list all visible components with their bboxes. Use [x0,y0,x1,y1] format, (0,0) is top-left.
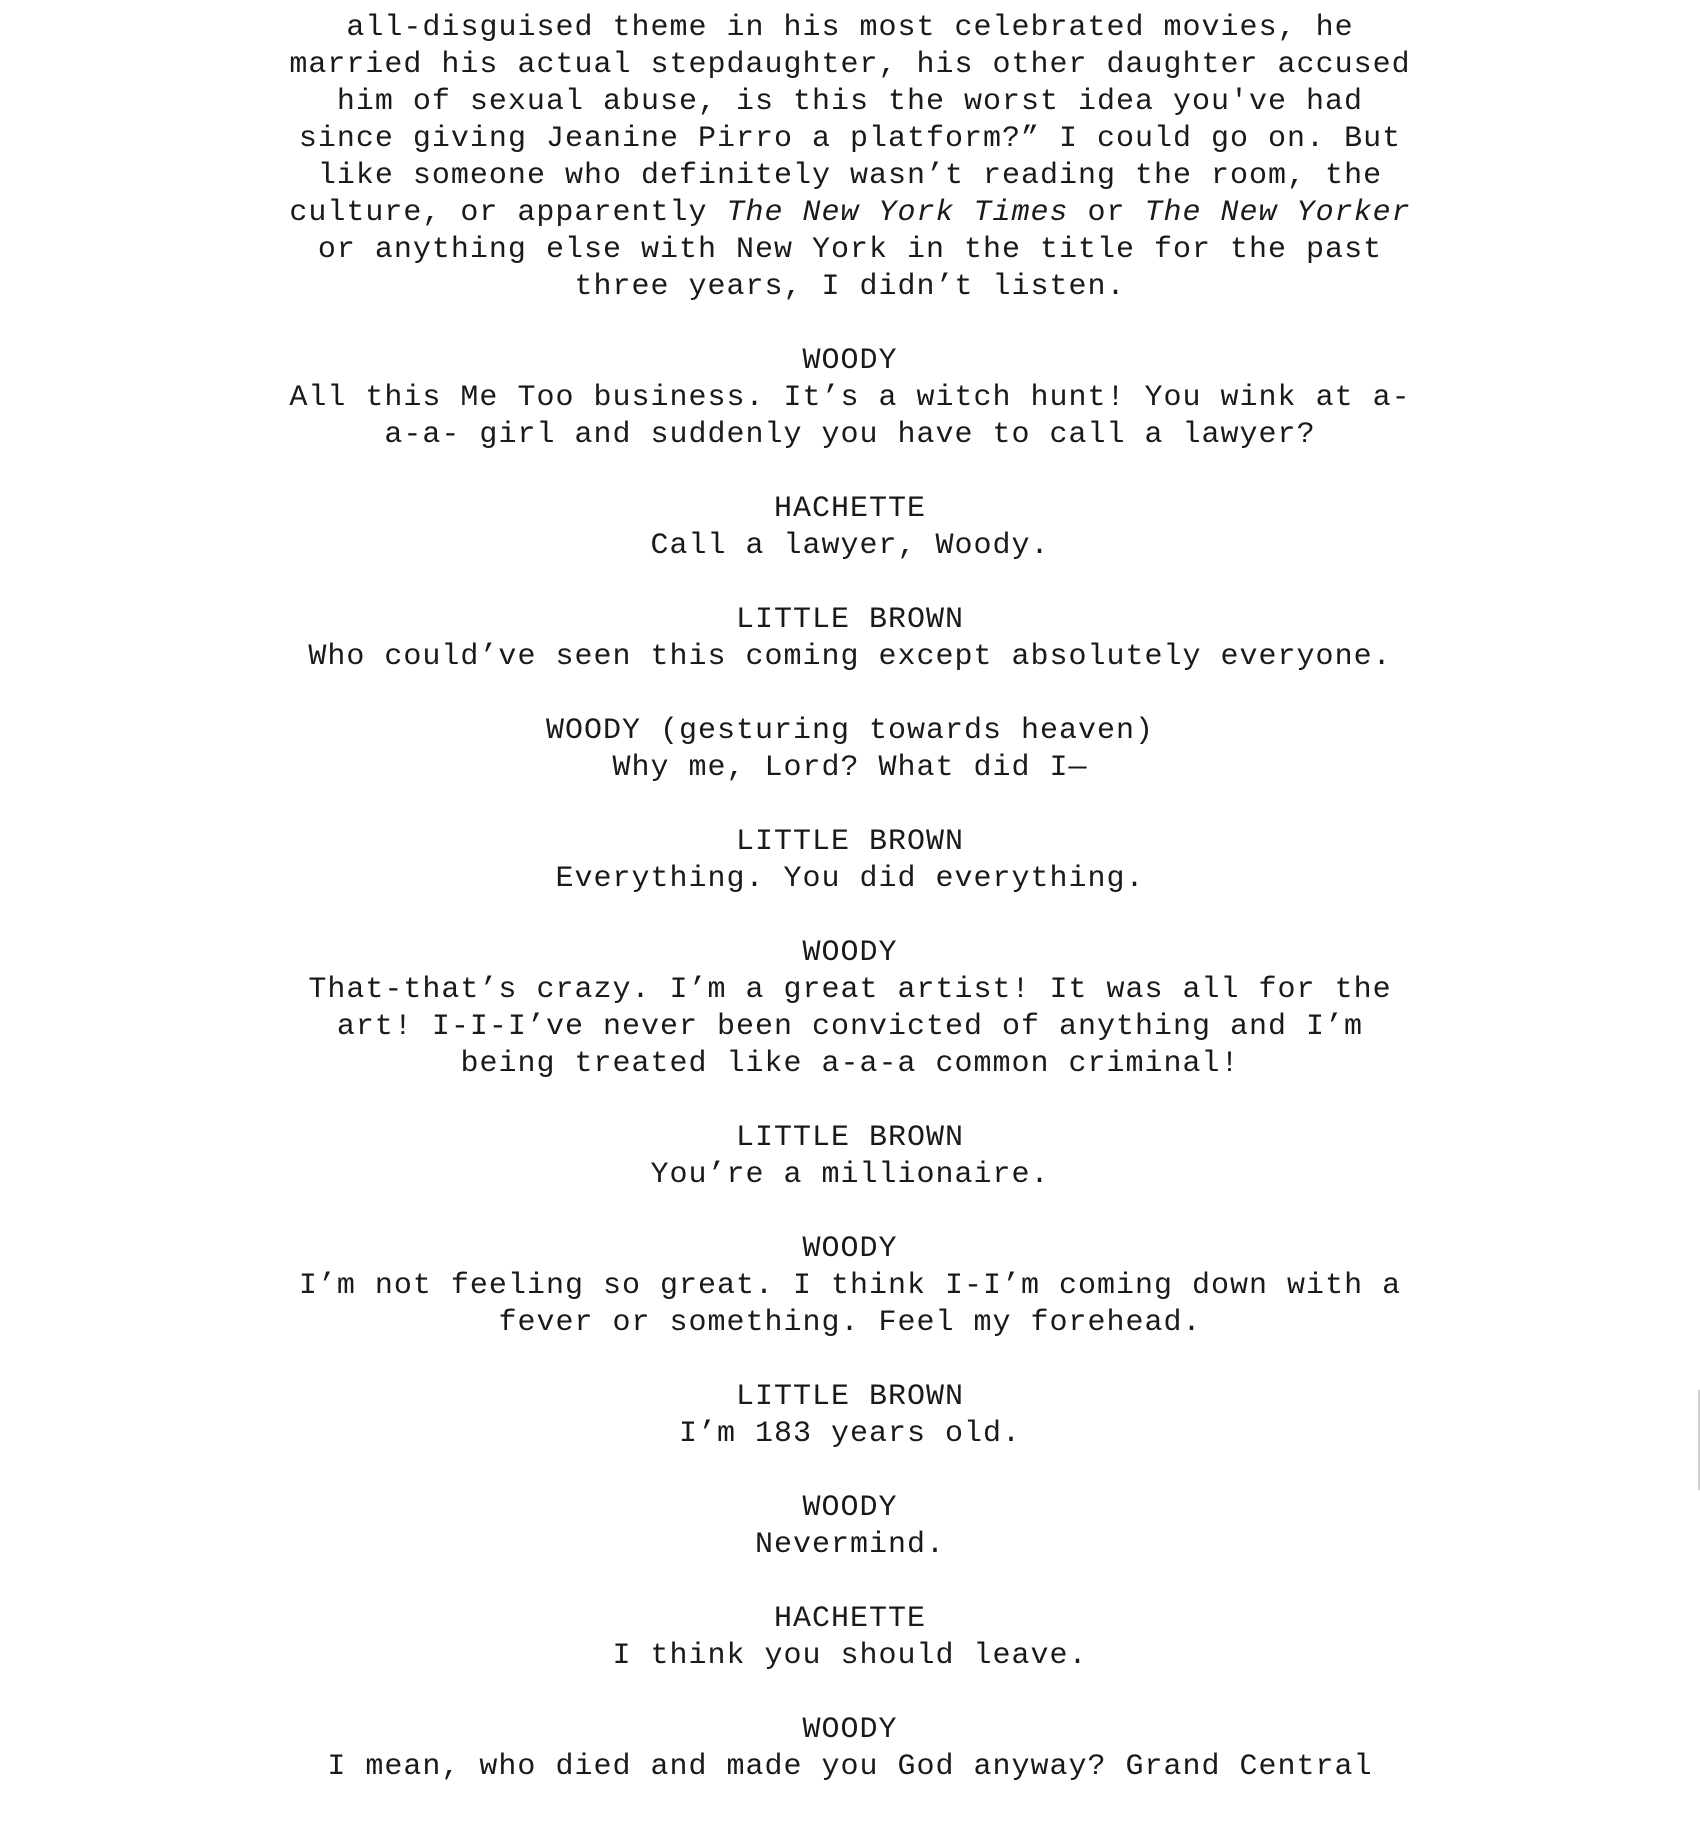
narration-line: since giving Jeanine Pirro a platform?” I could go on. But [298,122,1402,156]
narration-text: or [1068,196,1145,230]
speaker-name: LITTLE BROWN [735,1121,965,1155]
publication-title: The New Yorker [1144,196,1411,230]
speaker-name: WOODY (gesturing towards heaven) [545,714,1155,748]
narration-line: him of sexual abuse, is this the worst idea you've had [336,85,1364,119]
dialogue-line: Who could’ve seen this coming except absolutely everyone. [308,640,1392,674]
dialogue-block [200,1120,1500,1194]
dialogue-line: I mean, who died and made you God anyway? Grand Central [327,1750,1373,1784]
dialogue-line: Nevermind. [754,1528,946,1562]
dialogue-line: Call a lawyer, Woody. [650,529,1050,563]
speaker-name: LITTLE BROWN [735,825,965,859]
dialogue-line: That-that’s crazy. I’m a great artist! It was all for the art! I-I-I’ve never been convicted of anything and I’m being treated like a-a-a common criminal! [308,973,1392,1081]
narration-text: culture, or apparently [289,196,727,230]
publication-title: The New York Times [726,196,1069,230]
dialogue-block [200,824,1500,898]
speaker-name: LITTLE BROWN [735,1380,965,1414]
speaker-name: WOODY [802,1713,898,1747]
script-body [200,10,1500,1823]
narration-paragraph [200,10,1500,306]
speaker-name: WOODY [802,344,898,378]
dialogue-block [200,935,1500,1083]
dialogue-line: Why me, Lord? What did I— [612,751,1088,785]
dialogue-line: I’m 183 years old. [678,1417,1022,1451]
narration-line: all-disguised theme in his most celebrated movies, he [346,11,1354,45]
dialogue-block [200,602,1500,676]
dialogue-line: I’m not feeling so great. I think I-I’m coming down with a fever or something. Feel my forehead. [298,1269,1402,1340]
speaker-name: WOODY [802,1232,898,1266]
speaker-name: WOODY [802,936,898,970]
dialogue-block [200,1490,1500,1564]
speaker-name: WOODY [802,1491,898,1525]
dialogue-block [200,1601,1500,1675]
narration-line [289,196,1410,230]
narration-line: three years, I didn’t listen. [574,270,1126,304]
dialogue-line: I think you should leave. [612,1639,1088,1673]
narration-line: or anything else with New York in the title for the past [317,233,1383,267]
dialogue-line: All this Me Too business. It’s a witch hunt! You wink at a- a-a- girl and suddenly you have to call a lawyer? [289,381,1411,452]
dialogue-block [200,343,1500,454]
dialogue-block [200,713,1500,787]
narration-line: like someone who definitely wasn’t reading the room, the [317,159,1383,193]
dialogue-block [200,491,1500,565]
speaker-name: HACHETTE [773,492,927,526]
dialogue-line: Everything. You did everything. [555,862,1145,896]
speaker-name: HACHETTE [773,1602,927,1636]
narration-line: married his actual stepdaughter, his other daughter accused [289,48,1411,82]
dialogue-block [200,1231,1500,1342]
dialogue-block [200,1712,1500,1786]
dialogue-block [200,1379,1500,1453]
dialogue-line: You’re a millionaire. [650,1158,1050,1192]
speaker-name: LITTLE BROWN [735,603,965,637]
